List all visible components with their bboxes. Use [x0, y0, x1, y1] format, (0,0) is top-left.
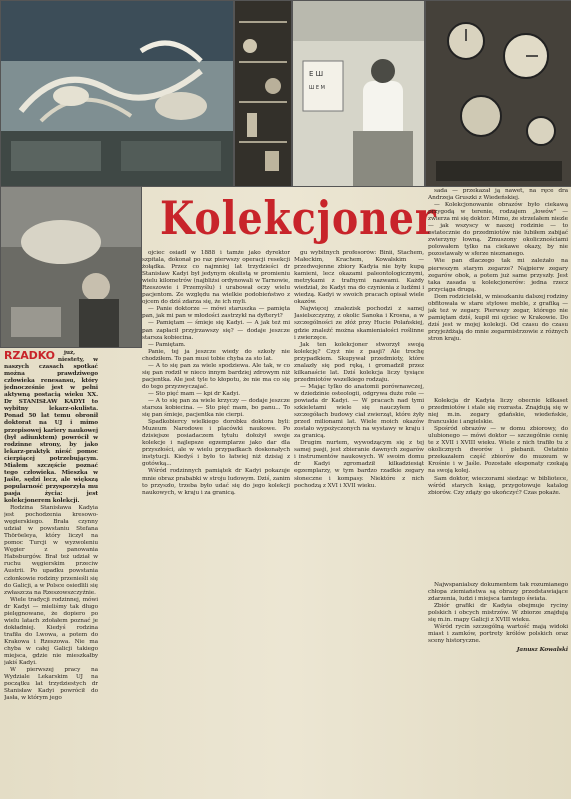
paragraph: Wśród rodzinnych pamiątek dr Kadyi pokazuje mnie obraz prababki w stroju ludowym. Dziś, zanim to przyszło, trzeba było udać się do jego kolekcji naukowych, w kraju i za granicą. [142, 468, 290, 496]
svg-text:E Ш: E Ш [309, 70, 324, 78]
svg-text:Ш E M: Ш E M [309, 85, 325, 91]
man-illustration [1, 187, 141, 347]
photo-artifact-shelves [234, 0, 292, 187]
paragraph: Wie pan dlaczego tak mi zależało na pierwszym starym zegarze? Najpierw zegary zegarów obok, a potem już same przyszły. Jest taka zasada u kolekcjonerów: jedna rzecz przyciąga drugą. [428, 258, 568, 293]
paragraph: — Pamiętam — śmieje się Kadyi. — A jak też mi pan zapłacił przyjrzawszy się? — dodaje jeszcze starsza kobiecina. [142, 320, 290, 341]
paragraph: — Panie doktorze — mówi staruszka — pamięta pan, jak mi pan w młodości zastrzykł na dyfteryt? [142, 306, 290, 320]
paragraph: — Mając tylko do anatomii porównawczej, w dziedzinie osteologii, odgrywa duże role — powiada dr Kadyi. — W pracach nad tymi szkieletami wiele się nauczyłem o szczegółach budowy ciał zwierząt, które żyły przed milionami lat. Wiele moich okazów zostało wypożyczonych na wystawy w kraju i za granicą. [294, 383, 424, 440]
photo-man-with-specimen [0, 186, 142, 348]
paragraph: Dom rodzicielski, w mieszkaniu dalszej rodziny obfitowała w stare stylowe meble, z grafiką — jak też w zegary. Pierwszy zegar, którego nie pamiętam dziś, kupił mi ojciec w Krakowie. Do dziś jest w mojej kolekcji. Od czasu do czasu przyjeżdżają do mnie zegarmistrzowie z różnych stron kraju. [428, 293, 568, 342]
paragraph: Jak ten kolekcjoner stworzył swoją kolekcję? Czyż nie z pasji? Ale trochę przypadkiem. Skupywał przedmioty, które znalazły się pod ręką, i gromadził przez kilkanaście lat. Dziś kolekcja liczy tysiące przedmiotów wszelkiego rodzaju. [294, 341, 424, 383]
paragraph: Sam doktor, wieczorami siedząc w bibliotece, wśród starych ksiąg, przygotowuje katalog zbiorów. Czy zdąży go ukończyć? Czas pokaże. [428, 475, 568, 496]
paragraph: Zbiór grafiki dr Kadyia obejmuje ryciny polskich i obcych mistrzów. W zbiorze znajdują się m.in. mapy Galicji z XVIII wieku. [428, 603, 568, 624]
photo-doctor-office [292, 0, 425, 187]
lead-word: RZADKO [4, 350, 55, 362]
author-signature: Janusz Kowalski [516, 647, 568, 654]
paragraph: Rodzina Stanisława Kadyia jest pochodzenia kresowo-węgierskiego. Brała czynny udział w powstaniu Stefana Thöröeleya, który liczył na pomoc Turcji w wyzwoleniu Węgier z panowania Habsburgów. Brał też udział w ruchu węgierskim przeciw Austrii. Po upadku powstania członkowie rodziny przenieśli się do Galicji, a w Polsce osiedlili się zwłaszcza na Rzeszowszczyźnie. [4, 505, 98, 596]
paragraph: Kolekcja dr Kadyia liczy obecnie kilkaset przedmiotów i stale się rozrasta. Znajdują się w niej m.in. zegary gdańskie, wiedeńskie, francuskie i angielskie. [428, 398, 568, 426]
article-column-1 [4, 350, 98, 796]
paragraph: Wiele tradycji rodzinnej, mówi dr Kadyi — mieliśmy tak długo pielęgnowane, że dopiero po wielu latach zdołałem poznać je dokładniej. Kiedyś rodzina trafiła do Lwowa, a potem do Krakowa i Rzeszowa. Nie ma chyba w całej Galicji takiego miejsca, gdzie nie mieszkałby jakiś Kadyi. [4, 596, 98, 667]
article-column-4-body [428, 188, 568, 396]
paragraph: ojciec osiadł w 1888 i tamże jako dyrektor szpitala, dokonał po raz pierwszy operacji resekcji żołądka. Przez co najmniej lat trzydzieści dr Stanisław Kadyi był jedynym okulistą w promieniu wielu kilometrów (najbliżsi ordynowali w Tarnowie, Rzeszowie i Przemyślu) i urabował oczy wielu pacjentom. Ze względu na wielkie podobieństwo z ojcem do dziś zdarza się, że ich myli. [142, 250, 290, 306]
article-column-2 [142, 250, 290, 796]
paragraph: Panie, tej ja jeszcze wiedy do szkoły nie chodziłem. To pan musi tobie chyba za sto lat. [142, 348, 290, 362]
paragraph: — A to się pan za wiele spodziewa. Ale tak, w co się pan rodził w nieco innym bardziej zdrowym niż pacjentka. Ale jest tyle to kłopotu, że nie ma co się do tego przyzwyczajać. [142, 362, 290, 390]
paragraph: — A to się pan za wiele krzyczy — dodaje jeszcze starsza kobiecina. — Sto pięć mam, bo panu... To się pan śmieje, pacjentka nie cierpi. [142, 397, 290, 419]
article-column-4-lower [428, 398, 568, 578]
skeleton-illustration [1, 1, 233, 186]
article-column-5 [428, 582, 568, 796]
paragraph: — Kolekcjonowanie obrazów było ciekawą przygodą w terenie, rodzajem „łowów" — zwierza mi się doktor. Mimo, że strzelałem niezle — jak wszyscy w naszej rodzinie — to ostatecznie do przedmiotów nie lubiłem zabijać zwierzyny łowną. Zmuszony okolicznościami polowałem tylko na ciekawe okazy, by nie pozostawały w sferze nieznanego. [428, 202, 568, 258]
paragraph: sada — przekazał ją nawet, na ręce dra Andrzeja Gruszki z Wiedeńskiej. [428, 188, 568, 202]
doctor-illustration [293, 1, 424, 186]
paragraph: gu wybitnych profesorów: Binii, Stachem, Małeckim, Krachem, Kowalskim — przedwojenne zbiory Kadyia nie były kupą kamieni, lecz okazami paleontologicznymi, metrykami z trafnymi nazwami. Każdy wiedział, że Kadyi ma do czynienia z ludźmi i wiedzą. Kadyi w swoich pracach opisał wiele okazów. [294, 250, 424, 306]
paragraph: Najwięcej znalezisk pochodzi z samej Jasielszczyzny, z okolic Sanoka i Krosna, a w szczególności ze złóż przy Hucie Polańskiej, gdzie znaleźć można skamieniałości roślinne i zwierzęce. [294, 306, 424, 341]
paragraph: — Pamiętam. [148, 341, 186, 348]
photo-clock-collection [425, 0, 571, 187]
paragraph: Wśród rycin szczególną wartość mają widoki miast i zamków, portrety królów polskich oraz sceny historyczne. [428, 624, 568, 645]
photo-skeleton-collection [0, 0, 234, 187]
shelf-illustration [235, 1, 291, 186]
paragraph: Spadkobiercy wielkiego dorobku doktora byli: Muzeum Narodowe i placówki naukowe. Po dzisiejsze posiadaczem tytułu dołożył swoje kolekcje i najlepsze egzemplarze jako dar dla przyszłości, ale w wielu przypadkach doskonałych instytucji. Kiedyś i było to łatwiej niż dzisiaj z gotówką... [142, 419, 290, 468]
clocks-illustration [426, 1, 571, 186]
paragraph: Spośród obrazów — w domu zbiorowy, do ulubionego — mówi doktor — szczególnie cenię te z XVII i XVIII wieku. Wiele z nich trafiło tu z okolicznych dworów i plebanii. Ostatnio przekazałem część zbiorów do muzeum w Krośnie i w Jaśle. Pozostałe eksponaty czekają na swoją kolej. [428, 426, 568, 475]
paragraph: — Sto pięć mam — kpi dr Kadyi. [148, 390, 241, 397]
paragraph: Najwspanialszy dokumentem tak rozumianego chłopa ziemiaństwa są obrazy przedstawiające zdarzenia, ludzi i miejsca tamtego świata. [428, 582, 568, 603]
paragraph: W pierwszej pracy na Wydziale Lekarskim UJ na początku lat trzydziestych dr Stanisław Kadyi powrócił do Jasła, w którym jego [4, 667, 98, 702]
article-column-3 [294, 250, 424, 796]
article-title: Kolekcjoner [160, 191, 437, 245]
paragraph: już, niestety, w naszych czasach spotkać można prawdziwego człowieka renesansu, który jednocześnie jest w pełni aktywną postacią wieku XX. Dr STANISŁAW KADYI to wybitny lekarz-okulista. Ponad 50 lat temu obronił doktorat na UJ i mimo przepisowej kariery naukowej (był adiunktem) powrócił w rodzinne strony, by jako lekarz-praktyk nieść pomoc cierpiącej potrzebującym. Miałem szczęście poznać tego człowieka. Mieszka w Jaśle, sędzi lecz, ale większą popularność przysporzyła mu pasja życia: jest kolekcjonerem kolekcji. [4, 350, 98, 504]
paragraph: Drugim nurtem, wywodzącym się z tej samej pasji, jest zbieranie dawnych zegarów i instrumentów naukowych. W swoim domu dr Kadyi zgromadził kilkadziesiąt egzemplarzy, w tym bardzo rzadkie zegary słoneczne i kompasy. Niektóre z nich pochodzą z XVI i XVII wieku. [294, 440, 424, 489]
